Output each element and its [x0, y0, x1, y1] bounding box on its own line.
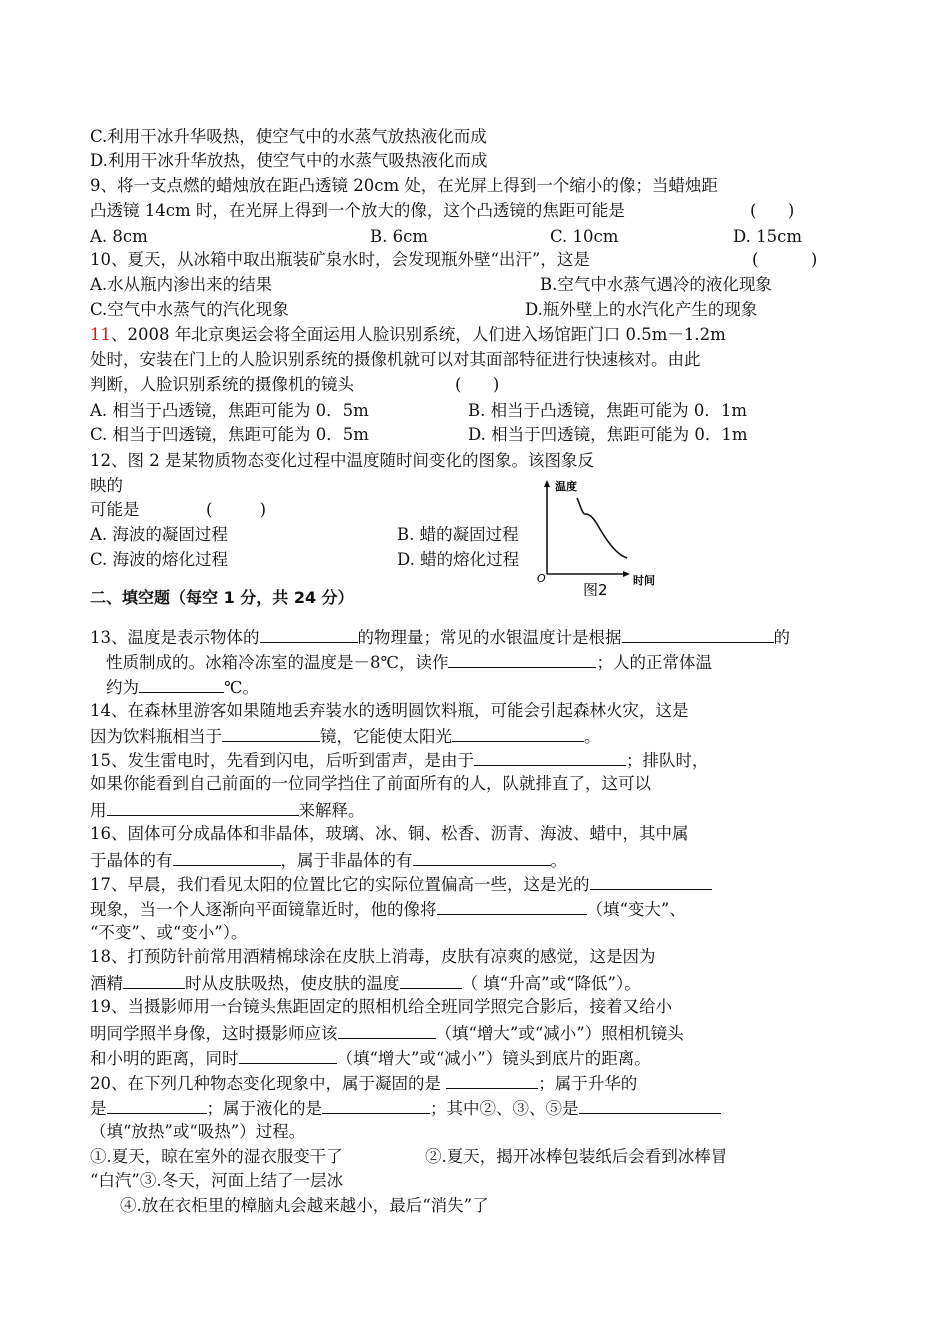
q11-stem-line2: 处时，安装在门上的人脸识别系统的摄像机就可以对其面部特征进行快速核对。由此: [90, 350, 701, 369]
q18-line1: 18、打预防针前常用酒精棉球涂在皮肤上消毒，皮肤有凉爽的感觉，这是因为: [90, 947, 656, 966]
q11-answer-paren: ( ): [455, 375, 500, 394]
q17-line3: “不变”、或“变小”）。: [90, 923, 248, 942]
q11-stem-line1: 11、2008 年北京奥运会将全面运用人脸识别系统，人们进入场馆距门口 0.5m－1.2m: [90, 325, 726, 344]
section-title-fill-in: 二、填空题（每空 1 分，共 24 分）: [90, 588, 354, 607]
q15-line1: 15、发生雷电时，先看到闪电，后听到雷声，是由于 ；排队时，: [90, 748, 709, 772]
q9-option-c: C. 10cm: [550, 227, 619, 246]
q19-line1: 19、当摄影师用一台镜头焦距固定的照相机给全班同学照完合影后，接着又给小: [90, 997, 672, 1016]
q20-line3: （填“放热”或“吸热”）过程。: [90, 1122, 306, 1141]
q14-blank-1[interactable]: [222, 724, 320, 742]
q12-option-b: B. 蜡的凝固过程: [397, 525, 519, 544]
q20-blank-4[interactable]: [579, 1096, 721, 1114]
q10-option-b: B.空气中水蒸气遇冷的液化现象: [540, 275, 772, 294]
q11-option-a: A. 相当于凸透镜，焦距可能为 0．5m: [90, 401, 369, 420]
q16-line2: 于晶体的有 ，属于非晶体的有 。: [90, 848, 567, 872]
q20-item-4: ④.放在衣柜里的樟脑丸会越来越小，最后“消失”了: [120, 1196, 489, 1215]
q14-blank-2[interactable]: [452, 724, 584, 742]
q10-stem: 10、夏天，从冰箱中取出瓶装矿泉水时，会发现瓶外壁“出汗”，这是: [90, 250, 590, 269]
q18-blank-2[interactable]: [400, 971, 462, 989]
x-axis-arrow-icon: [623, 571, 630, 577]
q9-option-b: B. 6cm: [370, 227, 428, 246]
q14-line1: 14、在森林里游客如果随地丢弃装水的透明圆饮料瓶，可能会引起森林火灾，这是: [90, 701, 689, 720]
q18-line2: 酒精 时从皮肤吸热，使皮肤的温度 （ 填“升高”或“降低”）。: [90, 971, 641, 995]
q15-line3: 用 来解释。: [90, 798, 365, 822]
q9-stem-line2: 凸透镜 14cm 时，在光屏上得到一个放大的像，这个凸透镜的焦距可能是: [90, 201, 625, 220]
q9-stem-line1: 9、将一支点燃的蜡烛放在距凸透镜 20cm 处，在光屏上得到一个缩小的像；当蜡烛距: [90, 176, 718, 195]
q20-blank-1[interactable]: [446, 1071, 538, 1089]
q19-line3: 和小明的距离，同时 （填“增大”或“减小”）镜头到底片的距离。: [90, 1046, 651, 1070]
figure-caption: 图2: [583, 581, 608, 596]
q16-line1: 16、固体可分成晶体和非晶体，玻璃、冰、铜、松香、沥青、海波、蜡中，其中属: [90, 824, 689, 843]
q19-line2: 明同学照半身像，这时摄影师应该 （填“增大”或“减小”）照相机镜头: [90, 1021, 684, 1045]
q13-blank-2[interactable]: [622, 625, 774, 643]
y-axis-arrow-icon: [544, 480, 550, 487]
q12-stem-line2: 映的: [90, 476, 123, 495]
q15-blank-2[interactable]: [107, 798, 299, 816]
q12-answer-paren: ( ): [206, 500, 267, 519]
origin-label: O: [537, 572, 546, 585]
q14-line2: 因为饮料瓶相当于 镜，它能使太阳光 。: [90, 724, 601, 748]
q15-blank-1[interactable]: [474, 748, 626, 766]
q17-line1: 17、早晨，我们看见太阳的位置比它的实际位置偏高一些，这是光的: [90, 872, 712, 896]
q12-stem-line3: 可能是: [90, 500, 140, 519]
q12-option-c: C. 海波的熔化过程: [90, 550, 229, 569]
y-axis-label: 温度: [555, 480, 577, 493]
q11-number: 11: [90, 325, 111, 344]
q20-item-1: ①.夏天，晾在室外的湿衣服变干了: [90, 1147, 343, 1166]
q9-option-a: A. 8cm: [90, 227, 148, 246]
q11-stem-line3: 判断，人脸识别系统的摄像机的镜头: [90, 375, 354, 394]
q13-line3: 约为 ℃。: [106, 675, 259, 699]
q15-line2: 如果你能看到自己前面的一位同学挡住了前面所有的人，队就排直了，这可以: [90, 774, 651, 793]
q13-line2: 性质制成的。冰箱冷冻室的温度是－8℃，读作 ；人的正常体温: [106, 650, 712, 674]
q19-blank-1[interactable]: [338, 1021, 436, 1039]
q11-option-b: B. 相当于凸透镜，焦距可能为 0．1m: [468, 401, 748, 420]
q20-line1: 20、在下列几种物态变化现象中，属于凝固的是 ；属于升华的: [90, 1071, 637, 1095]
figure-2-temperature-time-graph: [535, 478, 665, 596]
q11-option-c: C. 相当于凹透镜，焦距可能为 0．5m: [90, 425, 369, 444]
q12-stem-line1: 12、图 2 是某物质物态变化过程中温度随时间变化的图象。该图象反: [90, 451, 594, 470]
q8-option-c: C.利用干冰升华吸热，使空气中的水蒸气放热液化而成: [90, 127, 487, 146]
q10-answer-paren: ( ): [752, 250, 818, 269]
q13-blank-4[interactable]: [139, 675, 224, 693]
q10-option-c: C.空气中水蒸气的汽化现象: [90, 300, 289, 319]
q12-option-a: A. 海波的凝固过程: [90, 525, 228, 544]
q12-option-d: D. 蜡的熔化过程: [397, 550, 520, 569]
x-axis-label: 时间: [633, 574, 655, 587]
q20-blank-2[interactable]: [107, 1096, 207, 1114]
q18-blank-1[interactable]: [123, 971, 185, 989]
q13-blank-1[interactable]: [260, 625, 358, 643]
q10-option-d: D.瓶外壁上的水汽化产生的现象: [525, 300, 758, 319]
q17-line2: 现象，当一个人逐渐向平面镜靠近时，他的像将 （填“变大”、: [90, 897, 686, 921]
q19-blank-2[interactable]: [239, 1046, 337, 1064]
q16-blank-1[interactable]: [173, 848, 281, 866]
q13-line1: 13、温度是表示物体的 的物理量；常见的水银温度计是根据 的: [90, 625, 790, 649]
q11-option-d: D. 相当于凹透镜，焦距可能为 0．1m: [468, 425, 748, 444]
q20-line2: 是 ；属于液化的是 ；其中②、③、⑤是: [90, 1096, 721, 1120]
q20-item-2-cont: “白汽”③.冬天，河面上结了一层冰: [90, 1171, 344, 1190]
q10-option-a: A.水从瓶内渗出来的结果: [90, 275, 273, 294]
temperature-curve: [577, 498, 627, 558]
q9-option-d: D. 15cm: [733, 227, 803, 246]
q9-answer-paren: ( ): [750, 201, 795, 220]
q16-blank-2[interactable]: [413, 848, 551, 866]
q20-item-2: ②.夏天，揭开冰棒包装纸后会看到冰棒冒: [425, 1147, 728, 1166]
q20-blank-3[interactable]: [322, 1096, 430, 1114]
q13-blank-3[interactable]: [448, 650, 596, 668]
q8-option-d: D.利用干冰升华放热，使空气中的水蒸气吸热液化而成: [90, 151, 488, 170]
q17-blank-1[interactable]: [590, 872, 712, 890]
q17-blank-2[interactable]: [437, 897, 587, 915]
